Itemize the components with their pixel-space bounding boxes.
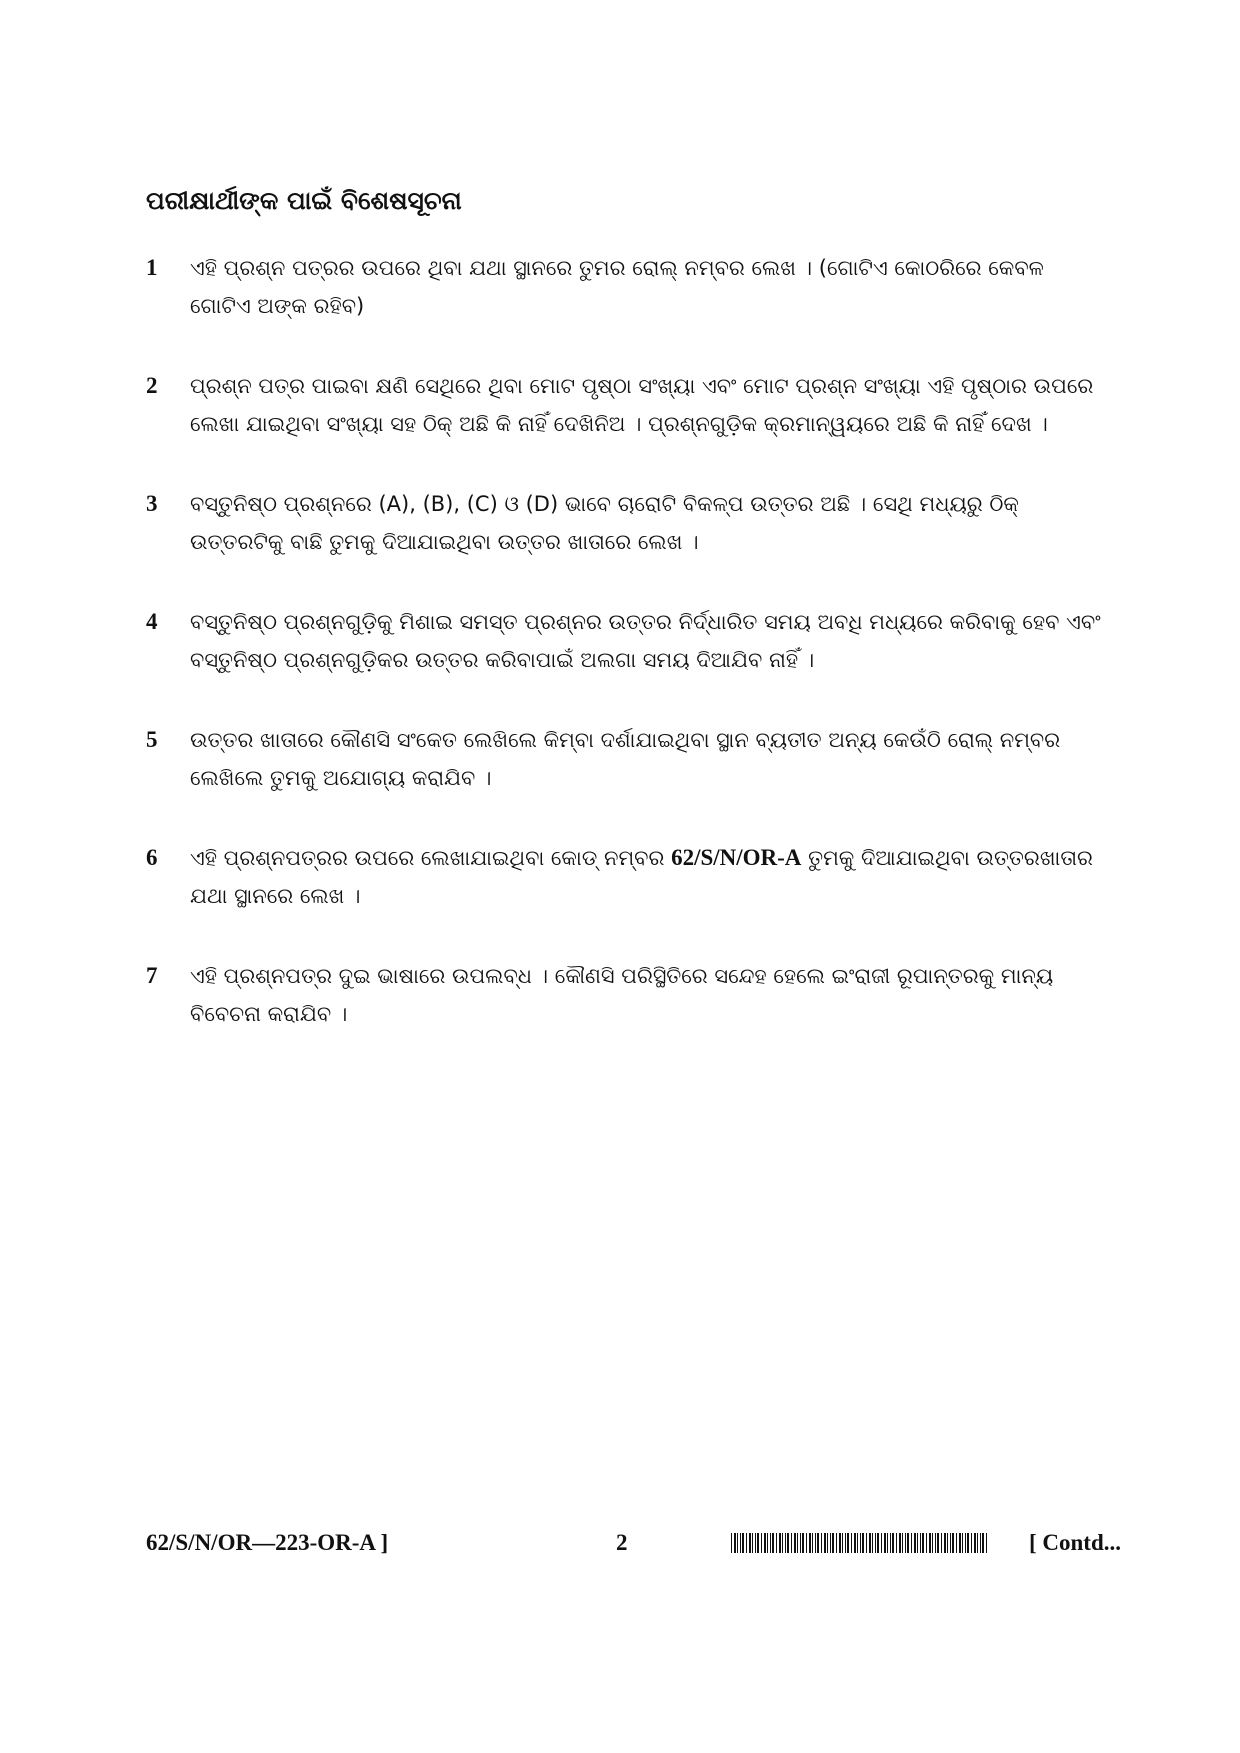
instruction-number: 2 (146, 373, 158, 398)
instruction-line: ଏହି ପ୍ରଶ୍ନ ପତ୍ରର ଉପରେ ଥିବା ଯଥା ସ୍ଥାନରେ ତୁମର ରୋଲ୍ ନମ୍ବର ଲେଖ । (ଗୋଟିଏ କୋଠରିରେ କେବଳ (190, 256, 1044, 280)
instruction-number: 4 (146, 609, 158, 634)
instruction-text (190, 485, 1126, 561)
instruction-line: ଏହି ପ୍ରଶ୍ନପତ୍ର ଦୁଇ ଭାଷାରେ ଉପଲବ୍ଧ । କୌଣସି ପରିସ୍ଥିତିରେ ସନ୍ଦେହ ହେଲେ ଇଂରାଜୀ ରୂପାନ୍ତରକୁ ମାନ୍ୟ (190, 964, 1054, 988)
instruction-line-end: ତୁମକୁ ଦିଆଯାଇଥିବା ଉତ୍ତରଖାତାର (801, 846, 1093, 870)
instruction-line-start: ଏହି ପ୍ରଶ୍ନପତ୍ରର ଉପରେ ଲେଖାଯାଇଥିବା କୋଡ୍ ନମ୍ବର (190, 846, 672, 870)
instruction-line: ବିବେଚନା କରାଯିବ । (190, 1002, 348, 1026)
page-heading: ପରୀକ୍ଷାର୍ଥୀଙ୍କ ପାଇଁ ବିଶେଷସୂଚନା (146, 186, 462, 215)
instruction-number: 7 (146, 963, 158, 988)
instruction-line: ଉତ୍ତରଟିକୁ ବାଛି ତୁମକୁ ଦିଆଯାଇଥିବା ଉତ୍ତର ଖାତାରେ ଲେଖ । (190, 530, 699, 554)
paper-code-inline: 62/S/N/OR-A (671, 845, 802, 870)
instruction-line (190, 846, 1093, 870)
instruction-item (146, 252, 1126, 316)
instruction-text (190, 957, 1126, 1033)
instruction-item (146, 842, 1126, 906)
instruction-line: ବସ୍ତୁନିଷ୍ଠ ପ୍ରଶ୍ନଗୁଡ଼ିକୁ ମିଶାଇ ସମସ୍ତ ପ୍ରଶ୍ନର ଉତ୍ତର ନିର୍ଦ୍ଧାରିତ ସମୟ ଅବଧି ମଧ୍ୟରେ କରିବାକୁ ହେବ ଏବଂ (190, 610, 1101, 634)
page-footer (146, 1527, 1121, 1559)
instruction-line: ଯଥା ସ୍ଥାନରେ ଲେଖ । (190, 884, 361, 908)
paper-code: 62/S/N/OR—223-OR-A ] (146, 1530, 389, 1555)
instruction-line: ଲେଖିଲେ ତୁମକୁ ଅଯୋଗ୍ୟ କରାଯିବ । (190, 766, 492, 790)
instruction-item (146, 606, 1126, 670)
barcode-icon (731, 1533, 988, 1553)
page-number: 2 (616, 1530, 628, 1555)
instruction-text (190, 839, 1126, 915)
instruction-number: 3 (146, 491, 158, 516)
instruction-text (190, 367, 1126, 443)
instruction-item (146, 724, 1126, 788)
instruction-line: ଗୋଟିଏ ଅଙ୍କ ରହିବ) (190, 294, 365, 318)
instruction-text (190, 721, 1126, 797)
instruction-line: ବସ୍ତୁନିଷ୍ଠ ପ୍ରଶ୍ନରେ (A), (B), (C) ଓ (D) ଭାବେ ଚାରୋଟି ବିକଳ୍ପ ଉତ୍ତର ଅଛି । ସେଥି ମଧ୍ୟରୁ ଠିକ୍ (190, 492, 1019, 516)
instruction-number: 1 (146, 255, 158, 280)
instruction-number: 5 (146, 727, 158, 752)
instruction-text (190, 603, 1126, 679)
instruction-line: ଲେଖା ଯାଇଥିବା ସଂଖ୍ୟା ସହ ଠିକ୍ ଅଛି କି ନାହିଁ ଦେଖିନିଅ । ପ୍ରଶ୍ନଗୁଡ଼ିକ କ୍ରମାନ୍ୱୟରେ ଅଛି କି ନାହିଁ ଦେଖ । (190, 412, 1048, 436)
continued-label: [ Contd... (1028, 1530, 1121, 1555)
instruction-item (146, 960, 1126, 1024)
instruction-item (146, 370, 1126, 434)
instruction-line: ଉତ୍ତର ଖାତାରେ କୌଣସି ସଂକେତ ଲେଖିଲେ କିମ୍ବା ଦର୍ଶାଯାଇଥିବା ସ୍ଥାନ ବ୍ୟତୀତ ଅନ୍ୟ କେଉଁଠି ରୋଲ୍ ନମ୍ବର (190, 728, 1061, 752)
instruction-item (146, 488, 1126, 552)
instruction-line: ପ୍ରଶ୍ନ ପତ୍ର ପାଇବା କ୍ଷଣି ସେଥିରେ ଥିବା ମୋଟ ପୃଷ୍ଠା ସଂଖ୍ୟା ଏବଂ ମୋଟ ପ୍ରଶ୍ନ ସଂଖ୍ୟା ଏହି ପୃଷ୍ଠାର ଉପରେ (190, 374, 1094, 398)
instruction-number: 6 (146, 845, 158, 870)
instructions-list (146, 252, 1126, 1078)
instruction-line: ବସ୍ତୁନିଷ୍ଠ ପ୍ରଶ୍ନଗୁଡ଼ିକର ଉତ୍ତର କରିବାପାଇଁ ଅଲଗା ସମୟ ଦିଆଯିବ ନାହିଁ । (190, 648, 815, 672)
instruction-text (190, 249, 1126, 325)
